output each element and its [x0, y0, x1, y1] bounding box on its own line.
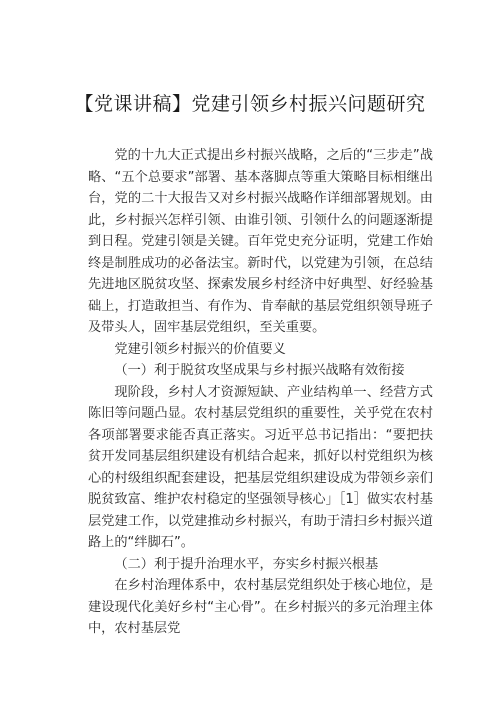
paragraph-section-1: 现阶段，乡村人才资源短缺、产业结构单一、经营方式陈旧等问题凸显。农村基层党组织的重要性，关乎党在农村各项部署要求能否真正落实。习近平总书记指出：“要把扶贫开发同基层组织建设有机结合起来，抓好以村党组织为核心的村级组织配套建设，把基层党组织建设成为带领乡亲们脱贫致富、维护农村稳定的坚强领导核心」［1］做实农村基层党建工作，以党建推动乡村振兴，有助于清扫乡村振兴道路上的“绊脚石”。 — [88, 384, 433, 550]
paragraph-intro: 党的十九大正式提出乡村振兴战略，之后的“三步走”战略、“五个总要求”部署、基本落脚点等重大策略目标相继出台，党的二十大报告又对乡村振兴战略作详细部署规划。由此，乡村振兴怎样引领、由谁引领、引领什么的问题逐渐提到日程。党建引领是关键。百年党史充分证明，党建工作始终是制胜成功的必备法宝。新时代，以党建为引领，在总结先进地区脱贫攻坚、探索发展乡村经济中好典型、好经验基础上，打造敢担当、有作为、肯奉献的基层党组织领导班子及带头人，固牢基层党组织，至关重要。 — [88, 148, 433, 335]
document-body — [88, 145, 433, 640]
subsection-heading-2: （二）利于提升治理水平，夯实乡村振兴根基 — [114, 556, 379, 572]
subsection-heading-1: （一）利于脱贫攻坚成果与乡村振兴战略有效衔接 — [114, 363, 405, 378]
section-heading: 党建引领乡村振兴的价值要义 — [114, 341, 286, 357]
document-title: 【党课讲稿】党建引领乡村振兴问题研究 — [74, 93, 426, 115]
paragraph-section-2: 在乡村治理体系中，农村基层党组织处于核心地位，是建设现代化美好乡村“主心骨”。在乡村振兴的多元治理主体中，农村基层党 — [88, 578, 433, 636]
